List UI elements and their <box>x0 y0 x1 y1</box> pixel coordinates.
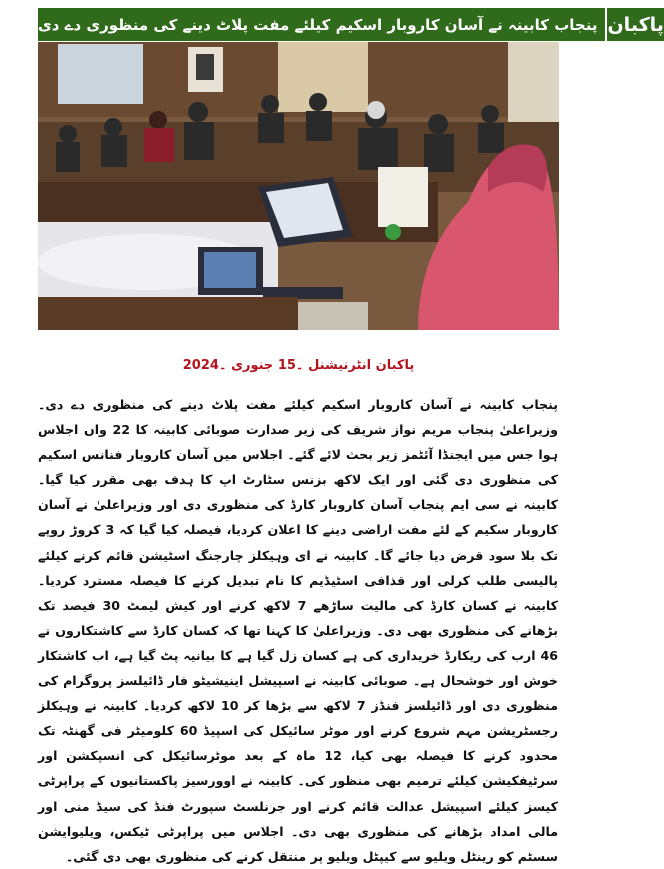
headline-bar <box>38 8 664 41</box>
cabinet-meeting-photo <box>38 42 559 330</box>
brand-logo: پاکبان <box>605 8 663 41</box>
photo-caption: پاکبان انٹرنیشنل ۔15 جنوری ۔2024 <box>182 358 415 373</box>
headline: پنجاب کابینہ نے آسان کاروبار اسکیم کیلئے مفت پلاٹ دینے کی منظوری دے دی <box>38 8 605 41</box>
article-body: پنجاب کابینہ نے آسان کاروبار اسکیم کیلئے مفت پلاٹ دینے کی منظوری دے دی۔ وزیراعلیٰ پنجاب مریم نواز شریف کی زیر صدارت صوبائی کابینہ کا 22 واں اجلاس ہوا جس میں ایجنڈا آئٹمز زیر بحث لائے گئے۔ اجلاس میں آسان کاروبار فنانس اسکیم کی منظوری دی گئی اور ایک لاکھ بزنس سٹارٹ اپ کا ہدف بھی مقرر کیا گیا۔ کابینہ نے سی ایم پنجاب آسان کاروبار کارڈ کی منظوری دی اور وزیراعلیٰ نے آسان کاروبار سکیم کے لئے مفت اراضی دینے کا اعلان کردیا، فیصلہ کیا گیا کہ 3 کروڑ روپے تک بلا سود قرض دیا جائے گا۔ کابینہ نے ای وہیکلز چارجنگ اسٹیشن قائم کرنے کیلئے پالیسی طلب کرلی اور قذافی اسٹیڈیم کا نام تبدیل کرنے کا فیصلہ مسترد کردیا۔ کابینہ نے کسان کارڈ کی مالیت ساڑھے 7 لاکھ کرنے اور کیش لیمٹ 30 فیصد تک بڑھانے کی منظوری بھی دی۔ وزیراعلیٰ کا کہنا تھا کہ کسان کارڈ سے کاشتکاروں نے 46 ارب کی ریکارڈ خریداری کی ہے کسان زل گیا ہے کا بیانیہ پٹ گیا ہے، اب کاشتکار خوش اور خوشحال ہے۔ صوبائی کابینہ نے اسپیشل اینیشیٹو فار ڈائیلسز پروگرام کی منظوری دی اور ڈائیلسز فنڈز 7 لاکھ سے بڑھا کر 10 لاکھ کردیا۔ کابینہ نے وہیکلز رجسٹریشن مہم شروع کرنے اور موٹر سائیکل کی اسپیڈ 60 کلومیٹر فی گھنٹہ تک محدود کرنے کا فیصلہ بھی کیا، 12 ماہ کے بعد موٹرسائیکل کی انسپکشن اور سرٹیفکیشن کیلئے ترمیم بھی منظور کی۔ کابینہ نے اوورسیز پاکستانیوں کے پراپرٹی کیسز کیلئے اسپیشل عدالت قائم کرنے اور جرنلسٹ سپورٹ فنڈ کی سیڈ منی اور مالی امداد بڑھانے کی منظوری بھی دی۔ اجلاس میں پراپرٹی ٹیکس، ویلیوایشن سسٹم کو رینٹل ویلیو سے کیپٹل ویلیو پر منتقل کرنے کی منظوری بھی دی گئی۔ <box>38 397 558 864</box>
